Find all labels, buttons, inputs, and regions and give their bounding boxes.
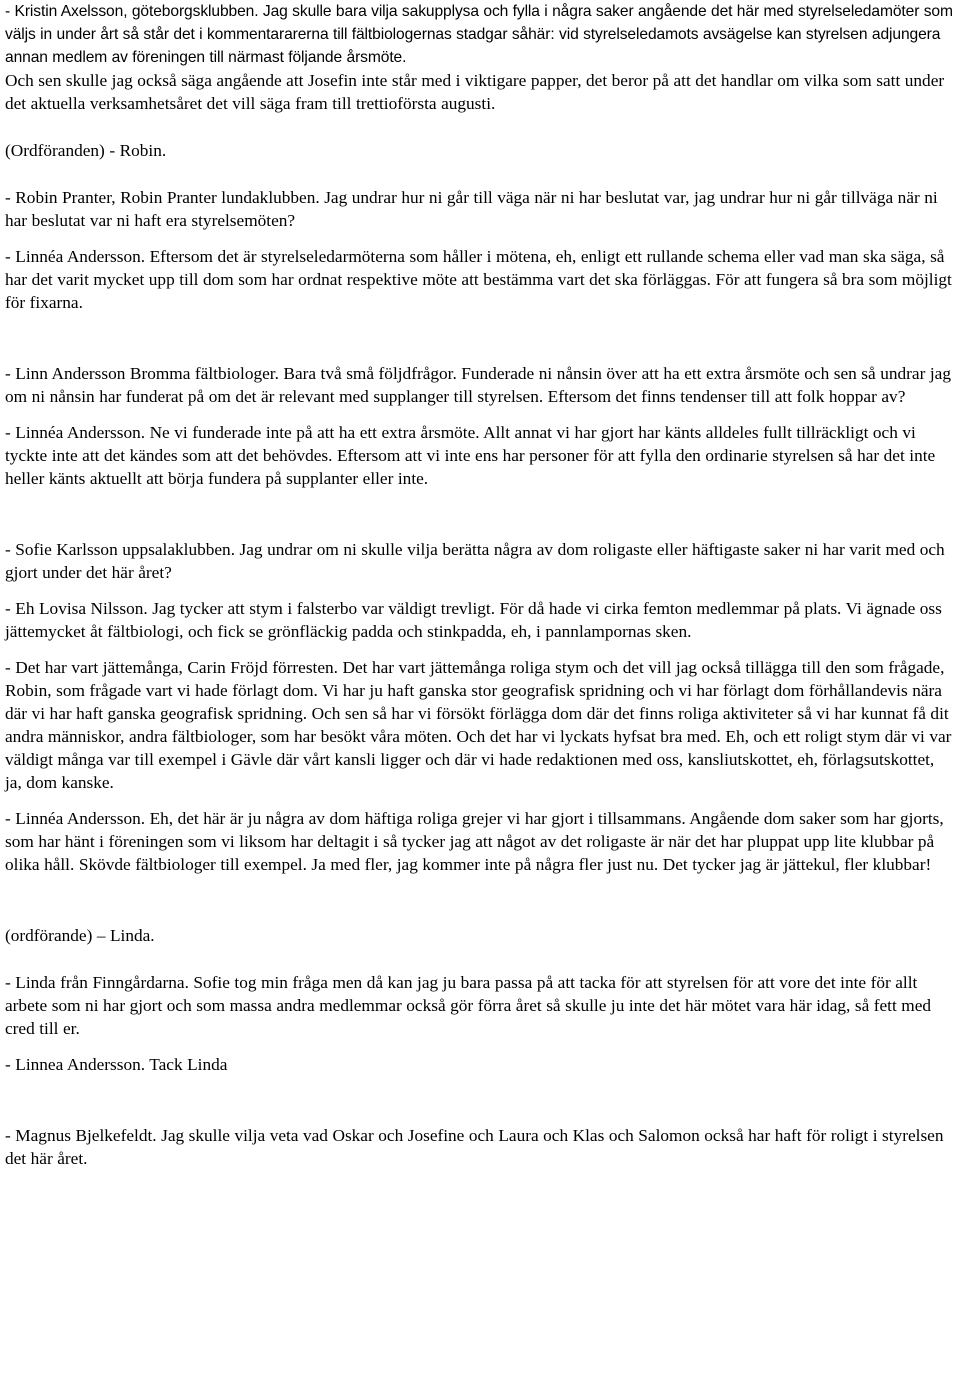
paragraph-robin-pranter: - Robin Pranter, Robin Pranter lundaklubben. Jag undrar hur ni går till väga när ni har beslutat var, jag undrar hur ni går tillväga när ni har beslutat var ni haft era styrelsemöten? [5, 188, 938, 230]
transcript-document [5, 0, 955, 1170]
paragraph-kristin-axelsson-lead: - Kristin Axelsson, göteborgsklubben. Jag skulle bara vilja sakupplysa och fylla i några saker angående det här med styrelseledamöter som väljs in under årt så står det i kommentararerna till fältbiologernas stadgar såhär: vid styrelseledamots avsägelse kan styrelsen adjungera annan medlem av föreningen till närmast följande årsmöte. [5, 3, 953, 66]
paragraph-linnea-andersson-2: - Linnéa Andersson. Ne vi funderade inte på att ha ett extra årsmöte. Allt annat vi har gjort har känts alldeles fullt tillräckligt och vi tyckte inte att det kändes som att det behövdes. Eftersom att vi inte ens har personer för att fylla den ordinarie styrelsen så har det inte heller känts aktuellt att börja fundera på supplanter eller inte. [5, 423, 936, 488]
paragraph-magnus-bjelkefeldt: - Magnus Bjelkefeldt. Jag skulle vilja veta vad Oskar och Josefine och Laura och Klas och Salomon också har haft för roligt i styrelsen det här året. [5, 1126, 944, 1168]
paragraph-carin-frojd: - Det har vart jättemånga, Carin Fröjd förresten. Det har vart jättemånga roliga stym och det vill jag också tillägga till den som frågade, Robin, som frågade vart vi hade förlagt dom. Vi har ju haft ganska stor geografisk spridning och vi har förlagt dom förhållandevis nära där vi har haft ganska geografisk spridning. Och sen så har vi försökt förlägga dom där det finns roliga aktiviteter så vi har kunnat få dit andra människor, andra fältbiologer, som har besökt våra möten. Och det har vi lyckats hyfsat bra med. Eh, och ett roligt stym där vi var väldigt många var till exempel i Gävle där vårt kansli ligger och där vi hade redaktionen med oss, kansliutskottet, eh, förlagsutskottet, ja, dom kanske. [5, 658, 952, 792]
paragraph-linnea-andersson-4: - Linnea Andersson. Tack Linda [5, 1055, 228, 1074]
paragraph-sofie-karlsson: - Sofie Karlsson uppsalaklubben. Jag undrar om ni skulle vilja berätta några av dom roligaste eller häftigaste saker ni har varit med och gjort under det här året? [5, 540, 945, 582]
paragraph-kristin-axelsson-continued: Och sen skulle jag också säga angående att Josefin inte står med i viktigare papper, det beror på att det handlar om vilka som satt under det aktuella verksamhetsåret det vill säga fram till trettioförsta augusti. [5, 71, 945, 113]
paragraph-linnea-andersson-1: - Linnéa Andersson. Eftersom det är styrelseledarmöterna som håller i mötena, eh, enligt ett rullande schema eller vad man ska säga, så har det varit mycket upp till dom som har ordnat respektive möte att bestämma vart det ska förläggas. För att fungera så bra som möjligt för fixarna. [5, 247, 952, 312]
paragraph-linda-finngardarna: - Linda från Finngårdarna. Sofie tog min fråga men då kan jag ju bara passa på att tacka för att styrelsen för att vore det inte för allt arbete som ni har gjort och som massa andra medlemmar också gör förra året så skulle ju inte det här mötet vara här idag, så fett med cred till er. [5, 973, 932, 1038]
paragraph-lovisa-nilsson: - Eh Lovisa Nilsson. Jag tycker att stym i falsterbo var väldigt trevligt. För då hade vi cirka femton medlemmar på plats. Vi ägnade oss jättemycket åt fältbiologi, och fick se grönfläckig padda och stinkpadda, eh, i pannlampornas sken. [5, 599, 942, 641]
paragraph-linn-andersson: - Linn Andersson Bromma fältbiologer. Bara två små följdfrågor. Funderade ni nånsin över att ha ett extra årsmöte och sen så undrar jag om ni nånsin har funderat på om det är relevant med supplanger till styrelsen. Eftersom det finns tendenser till att folk hoppar av? [5, 364, 951, 406]
paragraph-linnea-andersson-3: - Linnéa Andersson. Eh, det här är ju några av dom häftiga roliga grejer vi har gjort i tillsammans. Angående dom saker som har gjorts, som har hänt i föreningen som vi liksom har deltagit i så tycker jag att något av det roligaste är när det har pluppat upp lite klubbar på olika håll. Skövde fältbiologer till exempel. Ja med fler, jag kommer inte på några fler just nu. Det tycker jag är jättekul, fler klubbar! [5, 809, 944, 874]
paragraph-chair-robin: (Ordföranden) - Robin. [5, 141, 167, 160]
paragraph-chair-linda: (ordförande) – Linda. [5, 926, 155, 945]
